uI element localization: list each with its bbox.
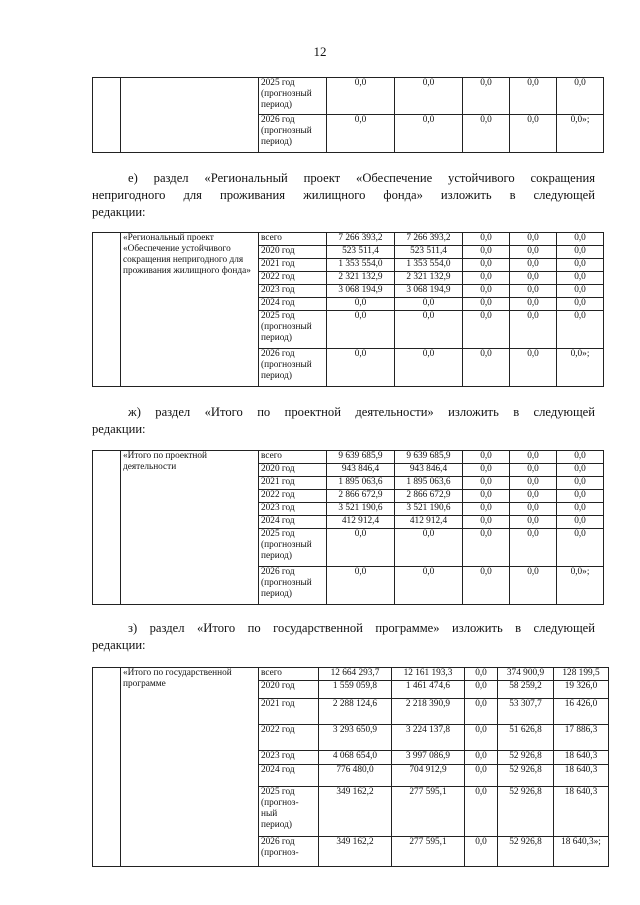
cell: 0,0 <box>463 259 510 272</box>
row-label: 2023 год <box>259 285 327 298</box>
paragraph-line: редакции: <box>92 422 146 436</box>
cell: 0,0 <box>465 751 498 765</box>
cell: 0,0 <box>463 503 510 516</box>
cell: 0,0 <box>510 451 557 464</box>
cell: 0,0 <box>557 490 604 503</box>
cell: 0,0 <box>463 464 510 477</box>
row-label: 2021 год <box>259 477 327 490</box>
cell: 0,0 <box>463 516 510 529</box>
cell: 0,0 <box>463 567 510 605</box>
cell: 58 259,2 <box>498 681 554 699</box>
cell: 0,0 <box>465 787 498 837</box>
cell: 0,0 <box>510 285 557 298</box>
cell: 0,0 <box>395 311 463 349</box>
cell: 776 480,0 <box>319 765 392 787</box>
cell: 0,0 <box>327 115 395 153</box>
cell: 0,0 <box>463 246 510 259</box>
cell: 412 912,4 <box>395 516 463 529</box>
cell: 0,0 <box>510 259 557 272</box>
cell: 3 068 194,9 <box>327 285 395 298</box>
cell: 0,0 <box>465 681 498 699</box>
cell: 0,0 <box>557 516 604 529</box>
cell: 0,0 <box>463 272 510 285</box>
row-label: 2026 год (прогноз- <box>259 837 319 867</box>
cell: 19 326,0 <box>554 681 609 699</box>
cell: 0,0 <box>463 233 510 246</box>
row-label: 2026 год (прогнозный период) <box>259 349 327 387</box>
cell: 0,0 <box>510 464 557 477</box>
cell: 1 461 474,6 <box>392 681 465 699</box>
cell: 0,0 <box>557 451 604 464</box>
row-label: 2025 год (прогнозный период) <box>259 529 327 567</box>
paragraph-z <box>92 620 595 654</box>
table-row <box>93 233 604 246</box>
cell: 3 224 137,8 <box>392 725 465 751</box>
cell: 7 266 393,2 <box>327 233 395 246</box>
cell: 18 640,3 <box>554 751 609 765</box>
cell: 52 926,8 <box>498 751 554 765</box>
cell: 1 895 063,6 <box>395 477 463 490</box>
cell: 1 559 059,8 <box>319 681 392 699</box>
cell: 0,0 <box>557 464 604 477</box>
table-regional-project <box>92 232 604 387</box>
page-number: 12 <box>313 44 327 59</box>
project-name: «Региональный проект «Обеспечение устойчивого сокращения непригодного для проживания жилищного фонда» <box>121 233 259 387</box>
cell: 0,0 <box>463 349 510 387</box>
row-label: 2022 год <box>259 490 327 503</box>
cell: 0,0 <box>395 567 463 605</box>
cell: 0,0»; <box>557 115 604 153</box>
cell: 2 321 132,9 <box>395 272 463 285</box>
cell: 0,0 <box>327 349 395 387</box>
cell: 0,0 <box>557 246 604 259</box>
cell: 0,0 <box>463 298 510 311</box>
table-row <box>93 668 609 681</box>
cell: 0,0 <box>463 490 510 503</box>
table-row <box>93 451 604 464</box>
paragraph-line: з) раздел «Итого по государственной программе» изложить в следующей <box>128 621 595 635</box>
cell: 0,0 <box>557 503 604 516</box>
cell: 12 161 193,3 <box>392 668 465 681</box>
cell: 16 426,0 <box>554 699 609 725</box>
cell: 0,0 <box>463 477 510 490</box>
cell: 4 068 654,0 <box>319 751 392 765</box>
paragraph-line: ж) раздел «Итого по проектной деятельности» изложить в следующей <box>128 405 595 419</box>
cell: 0,0 <box>510 233 557 246</box>
cell: 704 912,9 <box>392 765 465 787</box>
cell: 2 218 390,9 <box>392 699 465 725</box>
row-label: 2021 год <box>259 699 319 725</box>
cell: 0,0 <box>463 529 510 567</box>
row-label: всего <box>259 668 319 681</box>
cell: 1 353 554,0 <box>327 259 395 272</box>
paragraph-e <box>92 170 595 221</box>
cell: 0,0 <box>327 298 395 311</box>
cell: 0,0 <box>557 285 604 298</box>
cell: 0,0 <box>465 837 498 867</box>
cell: 7 266 393,2 <box>395 233 463 246</box>
cell: 0,0 <box>510 246 557 259</box>
cell: 12 664 293,7 <box>319 668 392 681</box>
cell: 1 353 554,0 <box>395 259 463 272</box>
cell: 1 895 063,6 <box>327 477 395 490</box>
cell: 2 866 672,9 <box>327 490 395 503</box>
cell: 17 886,3 <box>554 725 609 751</box>
cell: 0,0 <box>465 765 498 787</box>
cell: 0,0 <box>327 78 395 115</box>
cell: 0,0 <box>510 503 557 516</box>
cell: 0,0 <box>557 529 604 567</box>
cell: 0,0 <box>510 272 557 285</box>
paragraph-zh <box>92 404 595 438</box>
cell: 0,0 <box>557 477 604 490</box>
row-label: 2024 год <box>259 298 327 311</box>
cell: 0,0 <box>557 298 604 311</box>
cell: 0,0»; <box>557 567 604 605</box>
cell: 412 912,4 <box>327 516 395 529</box>
cell: 18 640,3»; <box>554 837 609 867</box>
cell: 3 068 194,9 <box>395 285 463 298</box>
cell: 0,0 <box>510 115 557 153</box>
cell: 0,0 <box>463 285 510 298</box>
cell: 0,0 <box>510 298 557 311</box>
row-label: 2023 год <box>259 503 327 516</box>
paragraph-line: редакции: <box>92 205 146 219</box>
cell: 18 640,3 <box>554 787 609 837</box>
cell: 52 926,8 <box>498 837 554 867</box>
table-project-activity <box>92 450 604 605</box>
cell: 0,0 <box>510 78 557 115</box>
cell: 128 199,5 <box>554 668 609 681</box>
row-label: 2024 год <box>259 516 327 529</box>
cell: 18 640,3 <box>554 765 609 787</box>
cell: 374 900,9 <box>498 668 554 681</box>
row-label: 2020 год <box>259 464 327 477</box>
row-label: 2024 год <box>259 765 319 787</box>
row-label: всего <box>259 451 327 464</box>
cell: 0,0 <box>510 477 557 490</box>
cell: 3 521 190,6 <box>327 503 395 516</box>
cell: 0,0 <box>557 259 604 272</box>
row-label: 2023 год <box>259 751 319 765</box>
row-label: 2025 год (прогнозный период) <box>259 311 327 349</box>
row-label: 2020 год <box>259 246 327 259</box>
cell: 2 288 124,6 <box>319 699 392 725</box>
row-label: 2022 год <box>259 272 327 285</box>
project-name: «Итого по проектной деятельности <box>121 451 259 605</box>
paragraph-line: непригодного для проживания жилищного фонда» изложить в следующей <box>92 188 595 202</box>
cell: 349 162,2 <box>319 787 392 837</box>
row-label: 2022 год <box>259 725 319 751</box>
cell: 523 511,4 <box>395 246 463 259</box>
cell: 277 595,1 <box>392 837 465 867</box>
cell: 3 293 650,9 <box>319 725 392 751</box>
cell: 0,0 <box>395 529 463 567</box>
cell: 52 926,8 <box>498 765 554 787</box>
cell: 0,0 <box>557 311 604 349</box>
table-state-program <box>92 667 609 867</box>
cell: 0,0 <box>510 490 557 503</box>
cell: 523 511,4 <box>327 246 395 259</box>
cell: 3 997 086,9 <box>392 751 465 765</box>
cell: 0,0 <box>557 233 604 246</box>
cell: 0,0 <box>463 78 510 115</box>
cell: 349 162,2 <box>319 837 392 867</box>
table-row <box>93 78 604 115</box>
cell: 277 595,1 <box>392 787 465 837</box>
row-label: 2021 год <box>259 259 327 272</box>
cell: 0,0 <box>395 349 463 387</box>
top-table <box>92 77 604 153</box>
cell: 0,0 <box>327 567 395 605</box>
row-label: 2020 год <box>259 681 319 699</box>
cell: 0,0 <box>465 668 498 681</box>
cell: 0,0 <box>510 349 557 387</box>
cell: 0,0 <box>510 567 557 605</box>
cell: 0,0 <box>327 311 395 349</box>
cell: 0,0 <box>557 272 604 285</box>
cell: 0,0 <box>327 529 395 567</box>
cell: 52 926,8 <box>498 787 554 837</box>
row-label: 2025 год (прогнозный период) <box>259 78 327 115</box>
cell: 0,0»; <box>557 349 604 387</box>
row-label: 2025 год (прогноз-ный период) <box>259 787 319 837</box>
cell: 0,0 <box>463 451 510 464</box>
cell: 0,0 <box>395 298 463 311</box>
cell: 0,0 <box>510 529 557 567</box>
cell: 943 846,4 <box>327 464 395 477</box>
cell: 0,0 <box>395 78 463 115</box>
row-label: всего <box>259 233 327 246</box>
cell: 3 521 190,6 <box>395 503 463 516</box>
paragraph-line: редакции: <box>92 638 146 652</box>
cell: 2 321 132,9 <box>327 272 395 285</box>
cell: 0,0 <box>465 699 498 725</box>
cell: 0,0 <box>510 516 557 529</box>
cell: 0,0 <box>557 78 604 115</box>
cell: 51 626,8 <box>498 725 554 751</box>
cell: 0,0 <box>463 115 510 153</box>
row-label: 2026 год (прогнозный период) <box>259 567 327 605</box>
cell: 0,0 <box>465 725 498 751</box>
cell: 0,0 <box>395 115 463 153</box>
cell: 53 307,7 <box>498 699 554 725</box>
paragraph-line: е) раздел «Региональный проект «Обеспечение устойчивого сокращения <box>128 171 595 185</box>
row-label: 2026 год (прогнозный период) <box>259 115 327 153</box>
cell: 943 846,4 <box>395 464 463 477</box>
cell: 9 639 685,9 <box>327 451 395 464</box>
cell: 0,0 <box>463 311 510 349</box>
cell: 9 639 685,9 <box>395 451 463 464</box>
cell: 0,0 <box>510 311 557 349</box>
cell: 2 866 672,9 <box>395 490 463 503</box>
project-name: «Итого по государственной программе <box>121 668 259 867</box>
